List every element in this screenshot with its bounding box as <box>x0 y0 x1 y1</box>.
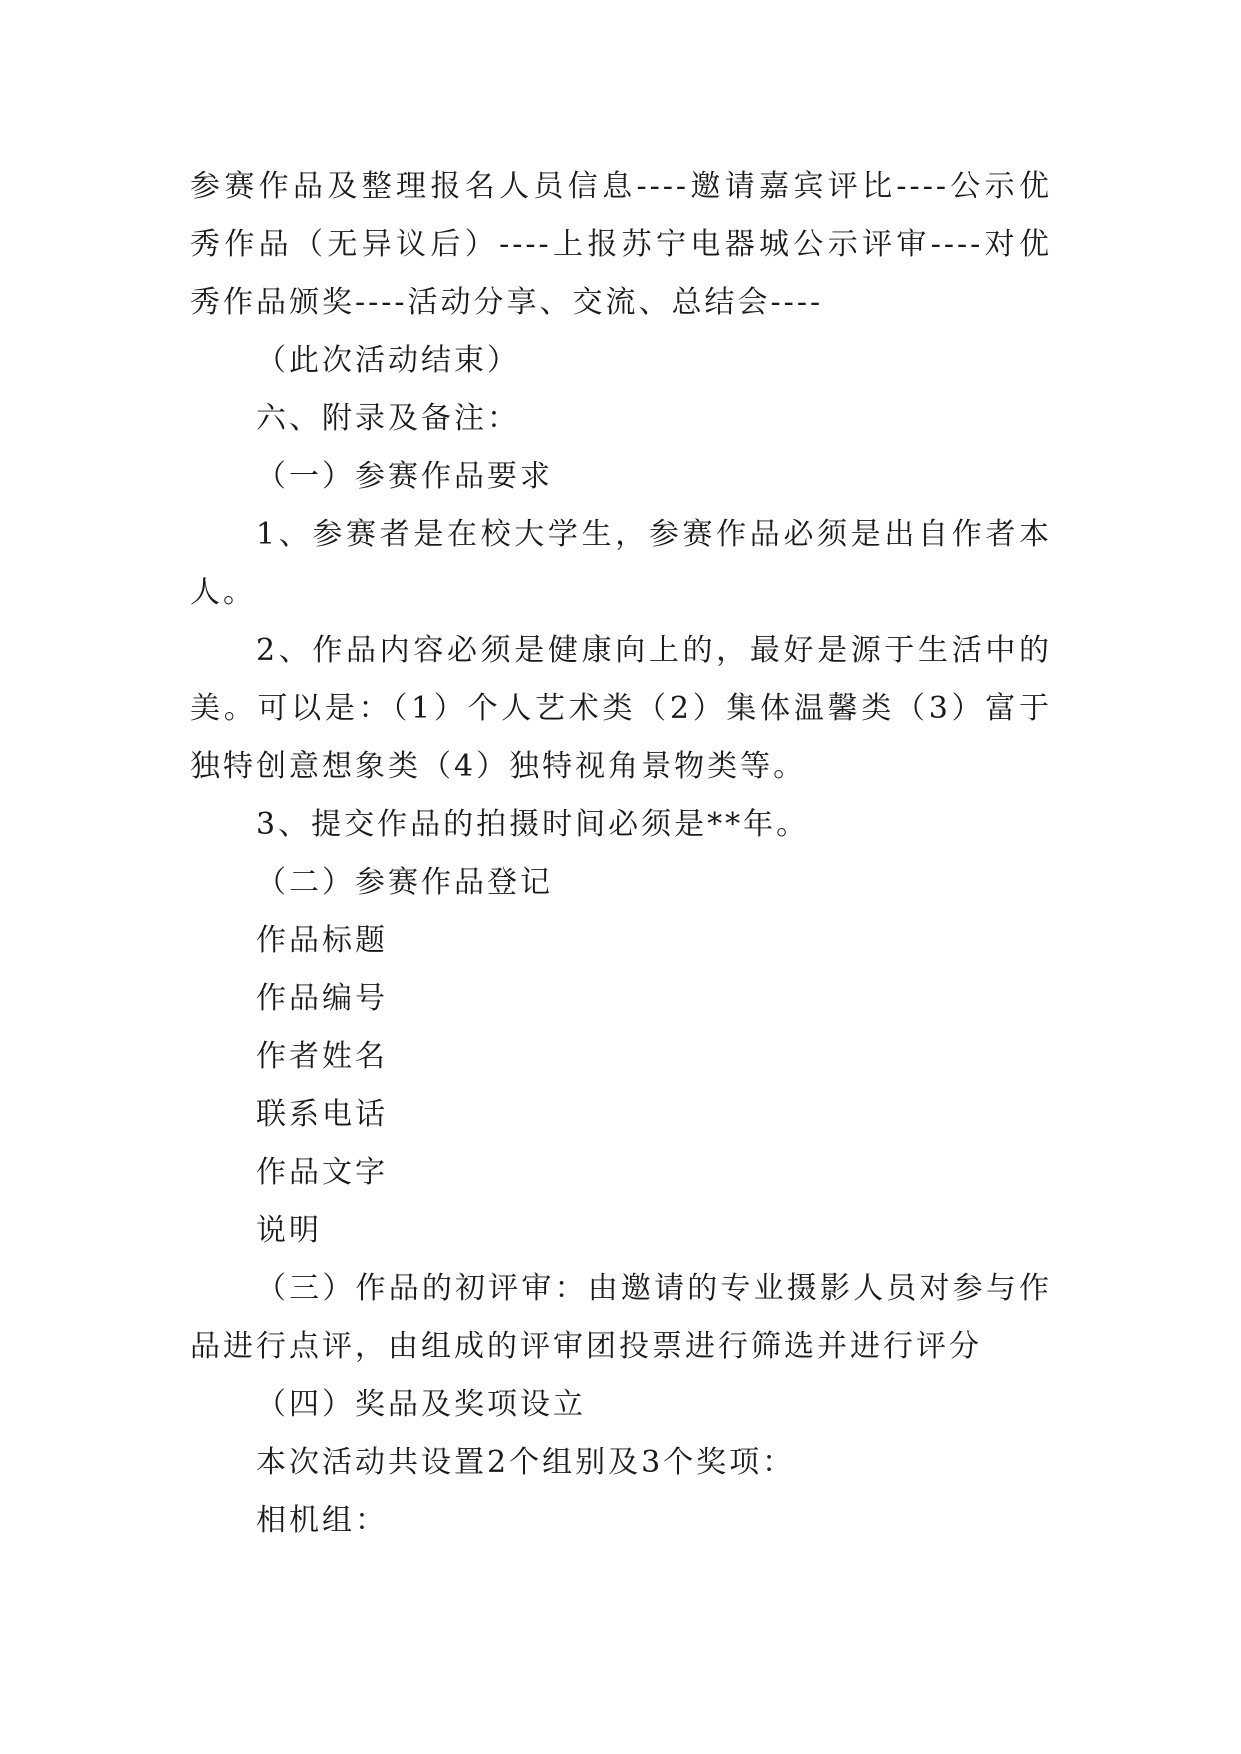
paragraph-activity-end: （此次活动结束） <box>256 343 520 378</box>
section-heading-appendix: 六、附录及备注： <box>256 401 520 436</box>
subsection-heading-awards: （四）奖品及奖项设立 <box>256 1387 586 1422</box>
paragraph-process-flow: 参赛作品及整理报名人员信息----邀请嘉宾评比----公示优秀作品（无异议后）----上报苏宁电器城公示评审----对优秀作品颁奖----活动分享、交流、总结会---- <box>190 169 1052 320</box>
requirement-item-2: 2、作品内容必须是健康向上的，最好是源于生活中的美。可以是：（1）个人艺术类（2）集体温馨类（3）富于独特创意想象类（4）独特视角景物类等。 <box>190 633 1052 784</box>
subsection-heading-registration: （二）参赛作品登记 <box>256 865 553 900</box>
awards-summary: 本次活动共设置2个组别及3个奖项： <box>256 1445 796 1480</box>
document-body <box>190 158 1052 1550</box>
registration-field-description: 说明 <box>256 1213 322 1248</box>
camera-group-heading: 相机组： <box>256 1503 388 1538</box>
registration-field-title: 作品标题 <box>256 923 388 958</box>
registration-field-number: 作品编号 <box>256 981 388 1016</box>
registration-field-text: 作品文字 <box>256 1155 388 1190</box>
requirement-item-1: 1、参赛者是在校大学生，参赛作品必须是出自作者本人。 <box>190 517 1052 610</box>
registration-field-phone: 联系电话 <box>256 1097 388 1132</box>
registration-field-author: 作者姓名 <box>256 1039 388 1074</box>
requirement-item-3: 3、提交作品的拍摄时间必须是**年。 <box>256 807 810 842</box>
subsection-heading-requirements: （一）参赛作品要求 <box>256 459 553 494</box>
subsection-heading-initial-review: （三）作品的初评审：由邀请的专业摄影人员对参与作品进行点评，由组成的评审团投票进行筛选并进行评分 <box>190 1271 1052 1364</box>
